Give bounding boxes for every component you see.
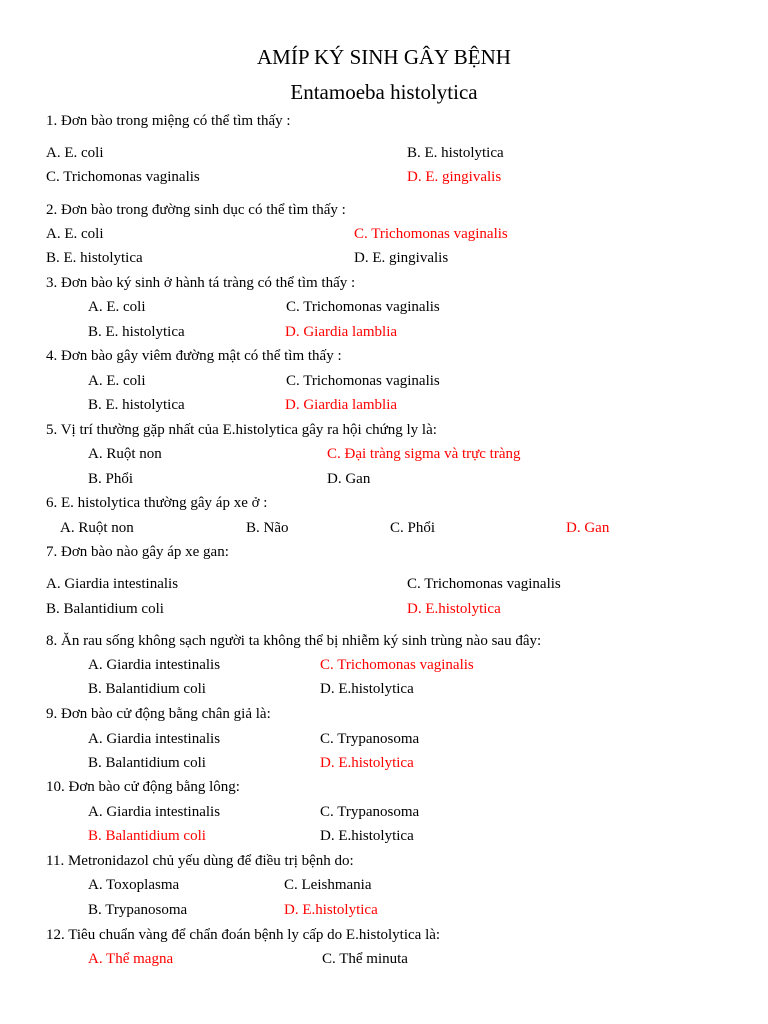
document-subtitle: Entamoeba histolytica (290, 80, 478, 104)
q2-option-b: B. E. histolytica (46, 250, 143, 266)
q2-option-c-answer: C. Trichomonas vaginalis (354, 226, 508, 242)
q3-option-a: A. E. coli (88, 299, 146, 315)
q1-option-d-answer: D. E. gingivalis (407, 169, 502, 185)
q11-option-a: A. Toxoplasma (88, 877, 180, 893)
q3-option-d-answer: D. Giardia lamblia (285, 324, 398, 340)
document-title: AMÍP KÝ SINH GÂY BỆNH (257, 45, 511, 69)
question-12: 12. Tiêu chuẩn vàng để chẩn đoán bệnh ly cấp do E.histolytica là: (46, 927, 441, 943)
q11-option-b: B. Trypanosoma (88, 902, 188, 918)
q5-option-a: A. Ruột non (88, 446, 162, 462)
q7-option-d-answer: D. E.histolytica (407, 601, 501, 617)
question-10: 10. Đơn bào cử động bằng lông: (46, 779, 240, 795)
question-1: 1. Đơn bào trong miệng có thể tìm thấy : (46, 113, 291, 129)
q8-option-b: B. Balantidium coli (88, 681, 206, 697)
q12-option-a-answer: A. Thể magna (88, 951, 174, 967)
q10-option-b-answer: B. Balantidium coli (88, 828, 206, 844)
q4-option-a: A. E. coli (88, 373, 146, 389)
q1-option-c: C. Trichomonas vaginalis (46, 169, 200, 185)
question-11: 11. Metronidazol chủ yếu dùng để điều trị bệnh do: (46, 853, 354, 869)
q1-option-b: B. E. histolytica (407, 145, 504, 161)
q9-option-a: A. Giardia intestinalis (88, 731, 221, 747)
q5-option-b: B. Phổi (88, 471, 134, 487)
q3-option-b: B. E. histolytica (88, 324, 185, 340)
q12-option-c: C. Thể minuta (322, 951, 408, 967)
question-8: 8. Ăn rau sống không sạch người ta không thể bị nhiễm ký sinh trùng nào sau đây: (46, 633, 542, 649)
q4-option-c: C. Trichomonas vaginalis (286, 373, 440, 389)
q5-option-d: D. Gan (327, 471, 371, 487)
q6-option-b: B. Não (246, 520, 289, 536)
q11-option-d-answer: D. E.histolytica (284, 902, 378, 918)
q7-option-c: C. Trichomonas vaginalis (407, 576, 561, 592)
q3-option-c: C. Trichomonas vaginalis (286, 299, 440, 315)
question-3: 3. Đơn bào ký sinh ở hành tá tràng có thể tìm thấy : (46, 275, 356, 291)
q10-option-c: C. Trypanosoma (320, 804, 420, 820)
q8-option-a: A. Giardia intestinalis (88, 657, 221, 673)
q8-option-c-answer: C. Trichomonas vaginalis (320, 657, 474, 673)
question-5: 5. Vị trí thường gặp nhất của E.histolytica gây ra hội chứng ly là: (46, 422, 437, 438)
q4-option-b: B. E. histolytica (88, 397, 185, 413)
question-2: 2. Đơn bào trong đường sinh dục có thể tìm thấy : (46, 202, 346, 218)
q6-option-a: A. Ruột non (60, 520, 134, 536)
q9-option-b: B. Balantidium coli (88, 755, 206, 771)
q6-option-d-answer: D. Gan (566, 520, 610, 536)
q10-option-d: D. E.histolytica (320, 828, 414, 844)
q5-option-c-answer: C. Đại tràng sigma và trực tràng (327, 446, 521, 462)
q11-option-c: C. Leishmania (284, 877, 372, 893)
q7-option-b: B. Balantidium coli (46, 601, 164, 617)
question-4: 4. Đơn bào gây viêm đường mật có thể tìm thấy : (46, 348, 342, 364)
q8-option-d: D. E.histolytica (320, 681, 414, 697)
q9-option-d-answer: D. E.histolytica (320, 755, 414, 771)
question-7: 7. Đơn bào nào gây áp xe gan: (46, 544, 229, 560)
q2-option-d: D. E. gingivalis (354, 250, 449, 266)
q2-option-a: A. E. coli (46, 226, 104, 242)
q1-option-a: A. E. coli (46, 145, 104, 161)
question-9: 9. Đơn bào cử động bằng chân giả là: (46, 706, 271, 722)
q9-option-c: C. Trypanosoma (320, 731, 420, 747)
q7-option-a: A. Giardia intestinalis (46, 576, 179, 592)
question-6: 6. E. histolytica thường gây áp xe ở : (46, 495, 268, 511)
q10-option-a: A. Giardia intestinalis (88, 804, 221, 820)
q6-option-c: C. Phổi (390, 520, 436, 536)
q4-option-d-answer: D. Giardia lamblia (285, 397, 398, 413)
